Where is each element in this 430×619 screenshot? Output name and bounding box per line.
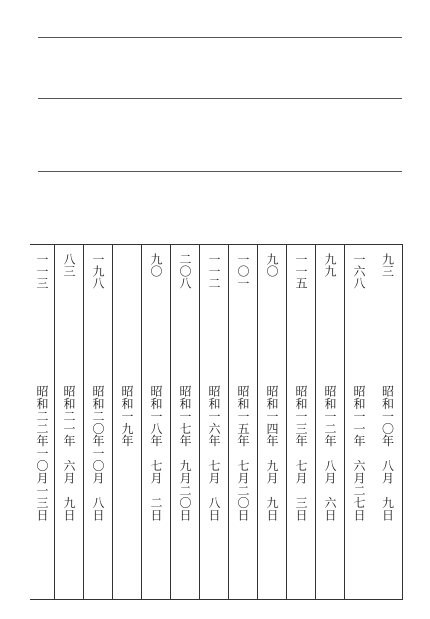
table-column [30,245,54,599]
page-number-cell: 一一五 [294,253,308,289]
entry-rule-1 [38,37,402,38]
page-number-cell: 二〇八 [178,253,192,289]
page-number-cell: 九三 [380,253,395,277]
page-number-cell: 八三 [62,253,76,277]
date-cell: 昭和一〇年 八月 九日 [380,385,395,522]
page-number-cell: 九九 [323,253,337,277]
date-cell: 昭和一八年 七月 二日 [149,385,163,522]
date-cell: 昭和一九年 [120,385,134,447]
page-number-cell: 九〇 [265,253,279,277]
table-column [83,245,112,599]
date-cell: 昭和一五年 七月二〇日 [236,385,250,522]
entry-rule-3 [38,171,402,172]
page-number-cell: 一九八 [91,253,105,289]
vertical-table [30,244,403,600]
page-number-cell: 一一二 [207,253,221,289]
table-column [373,245,402,599]
page-number-cell: 九〇 [149,253,163,277]
table-column [257,245,286,599]
table-column [199,245,228,599]
date-cell: 昭和一七年 九月二〇日 [178,385,192,522]
table-column [170,245,199,599]
table-column [286,245,315,599]
table-column [228,245,257,599]
table-column [315,245,344,599]
table-column [54,245,83,599]
date-cell: 昭和一三年 七月 三日 [294,385,308,522]
table-column [344,245,373,599]
date-cell: 昭和二〇年一〇月 八日 [91,385,105,522]
date-cell: 昭和一四年 九月 九日 [265,385,279,522]
table-column [112,245,141,599]
date-cell: 昭和二二年一〇月一三日 [35,385,49,522]
entry-rule-2 [38,98,402,99]
page-number-cell: 一〇一 [236,253,250,289]
date-cell: 昭和一二年 八月 六日 [323,385,337,522]
page-number-cell: 一六八 [352,253,366,289]
date-cell: 昭和二一年 六月 九日 [62,385,76,522]
page-number-cell: 一一三 [35,253,49,289]
page-number-cell [113,253,141,373]
date-cell: 昭和一一年 六月二七日 [352,385,366,522]
date-cell: 昭和一六年 七月 八日 [207,385,221,522]
table-column [141,245,170,599]
